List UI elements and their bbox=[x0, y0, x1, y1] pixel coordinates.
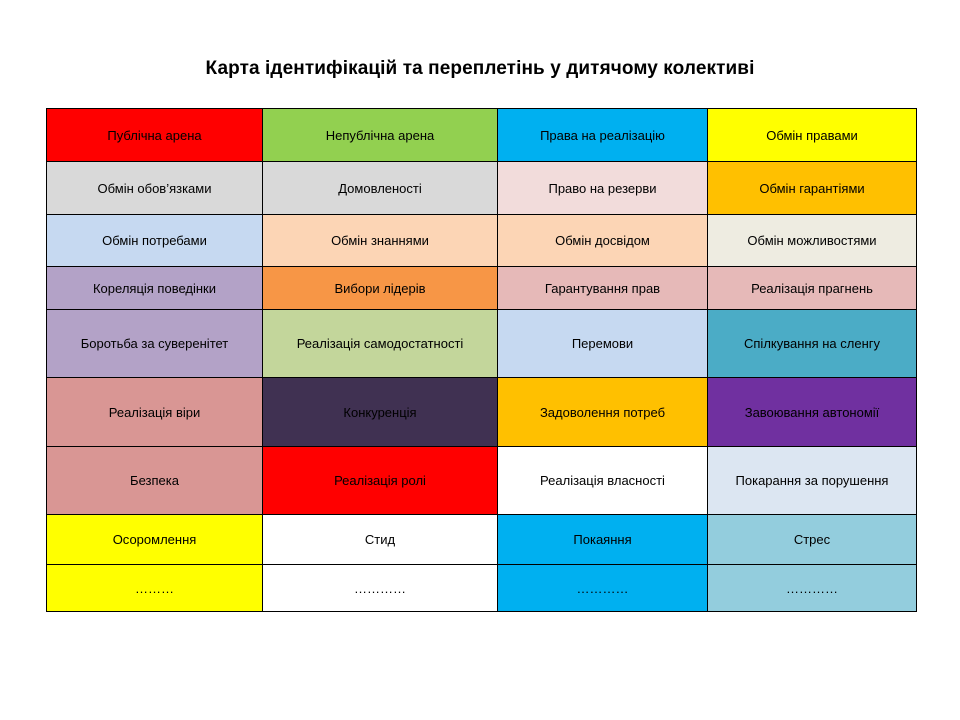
table-cell: Перемови bbox=[498, 310, 708, 378]
table-row bbox=[47, 378, 917, 447]
table-cell: Кореляція поведінки bbox=[47, 267, 263, 310]
table-row bbox=[47, 267, 917, 310]
table-cell: ………… bbox=[498, 565, 708, 612]
table-cell: Реалізація прагнень bbox=[708, 267, 917, 310]
table-cell: Стрес bbox=[708, 515, 917, 565]
table-cell: Обмін знаннями bbox=[263, 215, 498, 267]
table-cell: Покарання за порушення bbox=[708, 447, 917, 515]
table-cell: Непублічна арена bbox=[263, 109, 498, 162]
table-row bbox=[47, 109, 917, 162]
table-cell: Публічна арена bbox=[47, 109, 263, 162]
table-row bbox=[47, 215, 917, 267]
table-cell: Права на реалізацію bbox=[498, 109, 708, 162]
table-row bbox=[47, 447, 917, 515]
table-cell: Вибори лідерів bbox=[263, 267, 498, 310]
table-row bbox=[47, 515, 917, 565]
table-cell: Обмін правами bbox=[708, 109, 917, 162]
table-cell: Спілкування на сленгу bbox=[708, 310, 917, 378]
table-row bbox=[47, 565, 917, 612]
table-cell: Реалізація власності bbox=[498, 447, 708, 515]
table-cell: Осоромлення bbox=[47, 515, 263, 565]
table-cell: Обмін гарантіями bbox=[708, 162, 917, 215]
table-cell: Гарантування прав bbox=[498, 267, 708, 310]
page-title: Карта ідентифікацій та переплетінь у дитячому колективі bbox=[205, 58, 755, 79]
table-cell: Задоволення потреб bbox=[498, 378, 708, 447]
table-row bbox=[47, 162, 917, 215]
table-cell: Домовленості bbox=[263, 162, 498, 215]
table-cell: Право на резерви bbox=[498, 162, 708, 215]
table-cell: Боротьба за суверенітет bbox=[47, 310, 263, 378]
table-cell: Обмін потребами bbox=[47, 215, 263, 267]
table-cell: ………… bbox=[708, 565, 917, 612]
table-row bbox=[47, 310, 917, 378]
table-cell: Реалізація самодостатності bbox=[263, 310, 498, 378]
table-cell: Стид bbox=[263, 515, 498, 565]
table-cell: Безпека bbox=[47, 447, 263, 515]
table-cell: Обмін можливостями bbox=[708, 215, 917, 267]
table-cell: Покаяння bbox=[498, 515, 708, 565]
table-cell: Конкуренція bbox=[263, 378, 498, 447]
table-cell: ……… bbox=[47, 565, 263, 612]
table-cell: Завоювання автономії bbox=[708, 378, 917, 447]
table-cell: Реалізація ролі bbox=[263, 447, 498, 515]
table-cell: Обмін обов’язками bbox=[47, 162, 263, 215]
identification-map-table bbox=[46, 108, 917, 612]
table-cell: Обмін досвідом bbox=[498, 215, 708, 267]
table-cell: Реалізація віри bbox=[47, 378, 263, 447]
table-cell: ………… bbox=[263, 565, 498, 612]
